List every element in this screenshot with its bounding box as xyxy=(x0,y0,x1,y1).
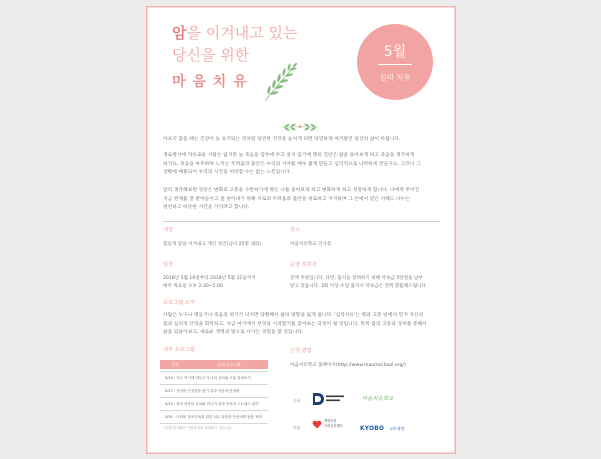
table-row: 5/24 : 몸과 마음의 상처와 만나기-감정 표현과 스트레스 관리 xyxy=(160,398,268,411)
title-line-1 xyxy=(172,24,297,42)
target-label: 대상 xyxy=(163,227,174,233)
table-row: 5/10 : 지금 여기에 머무르기-나의 상처와 고통 살펴보기 xyxy=(160,372,268,385)
sponsor-logo-line: 생명보험 xyxy=(324,419,337,423)
sponsor-label: 후원 xyxy=(293,426,300,430)
host-label: 주최 xyxy=(293,399,300,403)
table-header xyxy=(160,360,268,369)
title-line-1-rest: 을 이겨내고 있는 xyxy=(186,24,298,42)
table-note: *일정 및 내용은 사정에 따라 변경될 수 있습니다 xyxy=(164,426,232,430)
host-emblem-logo xyxy=(312,392,346,406)
title-line-2: 당신을 위한 xyxy=(172,46,250,64)
month-badge xyxy=(357,24,433,100)
target-value: 힘들게 암을 이겨내고 계신 성인(남녀 25명 내외) xyxy=(163,242,262,247)
table-row: 5/17 : 일상의 안정감을 찾기-몸과 마음의 안정화 xyxy=(160,385,268,398)
sponsor2-logo-brand: KYOBO xyxy=(360,426,385,432)
fee-line: 전액 후원입니다. 다만, 출석을 장려하기 위해 약속금 5만원을 납부 xyxy=(290,276,423,281)
place-label: 장소 xyxy=(290,227,301,233)
sponsor2-logo-name: 교보생명 xyxy=(389,426,405,431)
intro-paragraph-2 xyxy=(163,152,441,178)
apply-label: 신청 방법 xyxy=(290,348,312,354)
sponsor2-logo xyxy=(360,420,404,434)
details-label: 세부 프로그램 xyxy=(163,347,195,353)
intro-paragraph-3 xyxy=(163,187,441,213)
section-divider xyxy=(163,221,440,222)
poster-card xyxy=(146,6,456,454)
badge-rule xyxy=(378,64,412,65)
apply-link[interactable]: 마음치유학교 홈페이지(http://www.maumschool.org/) xyxy=(290,363,406,368)
table-header-program: 상세 프로그램 xyxy=(217,362,241,367)
schedule-line: 2018년 5월 10일부터 2018년 5월 31일까지 xyxy=(163,276,256,281)
intro-line: 편안하고 따뜻한 시간을 가지려고 합니다. xyxy=(163,205,250,210)
schedule-label: 일정 xyxy=(163,262,174,268)
sprig-divider-icon xyxy=(280,122,320,132)
intro-line: 달리 생각해보면 성장은 변화의 고통을 수반하기에 병은 나를 돌아보게 하고 변화하게 하고 성장하게 합니다. 나에게 주어진 xyxy=(163,188,420,193)
title-line-3: 마 음 치 유 xyxy=(172,74,248,90)
badge-month: 5월 xyxy=(383,44,407,60)
place-value: 마음치유학교 인사동 xyxy=(290,242,332,247)
leaf-branch-icon xyxy=(262,62,298,102)
heart-icon xyxy=(312,420,322,429)
badge-label: 심리 치유 xyxy=(379,73,411,82)
program-intro-line: 사람은 누구나 병들거나 죽음의 위기가 닥치면 당황해서 삶의 방향을 잃게 됩니다. '심리치유'는 병과 고통 앞에서 먼저 자신의 xyxy=(163,313,424,318)
intro-paragraph-1 xyxy=(163,136,441,145)
table-header-date: 일정 xyxy=(171,362,179,367)
intro-line: 상황에 매몰되어 우리의 시간을 허비할 수는 없는 노릇입니다. xyxy=(163,170,292,175)
fee-line: 받고 있습니다. 3회 이상 수업 출석시 약속금은 전액 환불해드립니다. xyxy=(290,284,428,289)
title-accent: 암 xyxy=(172,24,187,42)
schedule-line: 매주 목요일 오후 2:30~5:00 xyxy=(163,284,223,289)
host-logo-text: 마음치유학교 xyxy=(362,396,394,402)
sponsor-logo-text xyxy=(324,419,342,428)
program-intro-line: 삶을 되돌아보고, 새로운 생명과 빛으로 나가는 경험을 할 것입니다. xyxy=(163,330,304,335)
program-table xyxy=(160,360,268,424)
table-row: 5/31 : 나만의 상처극복을 위한 치유 돌봄과 자신에게 돌봄 표현 xyxy=(160,411,268,424)
intro-line: 하지요. 죽음을 마주하며 느끼는 두려움과 불안은 우리의 시야를 매우 좁게 만들고 심리적으로 나약하게 만들지요. 그러나 그 xyxy=(163,161,421,167)
program-intro-label: 프로그램 소개 xyxy=(163,300,195,306)
intro-line: 지금 현재를 잘 받아들이고 잘 살아내기 위해 서로의 두려움과 불안을 위로하고 지지하며 그 안에서 얻은 지혜도 나누는 xyxy=(163,196,410,202)
intro-line: 생로병사에 자유로운 사람은 없지만 늘 죽음을 염두에 두고 살지 않기에 병의 진단은 삶을 돌아보게 하고 죽음을 생각하게 xyxy=(163,153,415,158)
fee-label: 운영 후원금 xyxy=(290,262,317,268)
intro-line: 아프지 않을 때는 건강이 늘 유지되는 것처럼 당연한 건강을 놓치게 되면 당연하게 여겨왔던 일상의 삶이 바뀝니다. xyxy=(163,137,401,142)
program-intro-paragraph xyxy=(163,312,441,338)
program-intro-line: 몸과 심리적 안정을 회복하고, 지금 여기에서 무엇을 시작할지를 찾아보는 과정이 될 것입니다. 특히 몸의 고통과 상처를 통해서 xyxy=(163,321,427,327)
sponsor-logo-line: 사회공헌재단 xyxy=(324,423,343,428)
